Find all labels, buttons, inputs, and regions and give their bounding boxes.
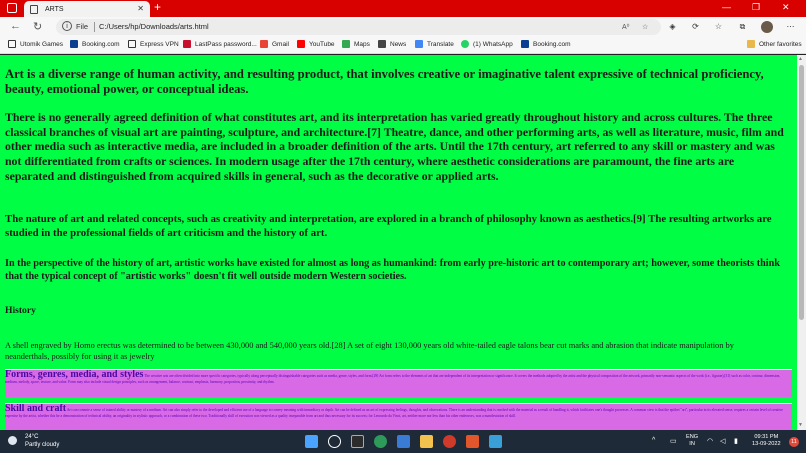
forms-section: [5, 369, 792, 397]
file-explorer-icon[interactable]: [420, 435, 433, 448]
page-scrollbar[interactable]: [797, 55, 806, 430]
bookmark-news[interactable]: News: [378, 40, 406, 48]
forms-heading: Forms, genres, media, and styles: [5, 369, 144, 380]
close-tab-icon[interactable]: ✕: [137, 4, 144, 13]
info-icon[interactable]: i: [62, 21, 72, 31]
utomik-icon: [8, 40, 16, 48]
back-icon[interactable]: ←: [10, 20, 21, 32]
bookmark-expressvpn[interactable]: Express VPN: [128, 40, 179, 48]
refresh-icon[interactable]: ↻: [33, 21, 43, 33]
news-icon: [378, 40, 386, 48]
start-icon[interactable]: [305, 435, 318, 448]
tab-arts[interactable]: [24, 1, 150, 17]
task-view-icon[interactable]: [351, 435, 364, 448]
address-url[interactable]: C:/Users/hp/Downloads/arts.html: [99, 22, 209, 31]
shell-paragraph: A shell engraved by Homo erectus was determined to be between 430,000 and 540,000 years old.[28] A set of eight 130,000 years old white-tailed eagle talons bear cut marks and abrasion that indicate manipulation by neanderthals, possibly for using it as jewelry: [5, 341, 734, 361]
skill-heading: Skill and craft: [5, 403, 67, 414]
cloud-icon: [8, 436, 17, 445]
volume-icon[interactable]: ◁: [720, 438, 726, 445]
page-viewport: [0, 55, 797, 430]
bookmark-booking[interactable]: Booking.com: [70, 40, 120, 48]
language-indicator[interactable]: ENG IN: [686, 434, 699, 447]
bookmark-translate[interactable]: Translate: [415, 40, 454, 48]
more-menu-icon[interactable]: ⋯: [786, 22, 795, 31]
wifi-icon[interactable]: ◠: [707, 438, 714, 445]
browser-toolbar: [0, 17, 806, 37]
search-icon[interactable]: [328, 435, 341, 448]
intro-paragraph: Art is a diverse range of human activity, and resulting product, that involves creative or imaginative talent expressive of technical proficiency, beauty, emotional power, or conceptual ideas.: [5, 67, 764, 96]
office-icon[interactable]: [466, 435, 479, 448]
bookmarks-bar: [0, 37, 806, 54]
new-tab-button[interactable]: +: [154, 0, 162, 14]
bookmark-youtube[interactable]: YouTube: [297, 40, 335, 48]
bookmark-whatsapp[interactable]: (1) WhatsApp: [461, 40, 513, 48]
page-icon: [30, 5, 38, 14]
tray-chevron-icon[interactable]: ^: [652, 437, 656, 444]
bookmark-utomik[interactable]: Utomik Games: [8, 40, 63, 48]
bookmark-maps[interactable]: Maps: [342, 40, 370, 48]
extensions-icon[interactable]: ◈: [669, 22, 676, 31]
edge-icon[interactable]: [374, 435, 387, 448]
history-perspective-paragraph: In the perspective of the history of art, artistic works have existed for almost as long as humankind: from early pre-historic art to contemporary art; however, some theorists think that the typical concept of "artistic works" doesn't fit well outside modern Western societies.: [5, 258, 780, 282]
favorite-star-icon[interactable]: ☆: [642, 24, 649, 31]
favorites-icon[interactable]: ☆: [714, 22, 723, 31]
whatsapp-icon: [461, 40, 469, 48]
scroll-up-icon[interactable]: ▲: [798, 56, 803, 62]
maximize-icon[interactable]: ❐: [752, 2, 761, 12]
youtube-icon: [297, 40, 305, 48]
history-heading: History: [5, 305, 36, 316]
scroll-down-icon[interactable]: ▼: [798, 422, 803, 428]
notification-badge[interactable]: 11: [789, 437, 799, 447]
aesthetics-paragraph: The nature of art and related concepts, such as creativity and interpretation, are explored in a branch of philosophy known as aesthetics.[9] The resulting artworks are studied in the professional fields of art criticism and the history of art.: [5, 213, 772, 239]
refresh-extension-icon[interactable]: ⟳: [692, 22, 699, 31]
scrollbar-thumb[interactable]: [799, 65, 804, 320]
forms-text: The creative arts are often divided into more specific categories, typically along perceptually distinguishable categories such as media, genre, styles, and form.[29] Art form refers to the elements of art that are independent of its interpretation or significance. It covers the methods adopted by the artist and the physical composition of the artwork, primarily non-semantic aspects of the work (i.e., figurae),[31] such as color, contour, dimension, medium, melody, space, texture, and value. Form may also include visual design principles, such as arrangement, balance, contrast, emphasis, harmony, proportion, proximity, and rhythm.: [5, 374, 781, 384]
definition-paragraph: There is no generally agreed definition of what constitutes art, and its interpretation has varied greatly throughout history and across cultures. The three classical branches of visual art are painting, sculpture, and architecture.[7] Theatre, dance, and other performing arts, as well as literature, music, film and other media such as interactive media, are included in a broader definition of the arts. Until the 17th century, art referred to any skill or mastery and was not differentiated from crafts or sciences. In modern usage after the 17th century, where aesthetic considerations are paramount, the fine arts are separated and distinguished from acquired skills in general, such as the decorative or applied arts.: [5, 110, 784, 183]
skill-text: Art can connote a sense of trained ability or mastery of a medium. Art can also simply refer to the developed and efficient use of a language to convey meaning with immediacy or depth. Art can be defined as an act of expressing feelings, thoughts, and observations. There is an understanding that is reached with the material as a result of handling it, which facilitates one's thought processes. A common view is that the epithet "art", particular in its elevated sense, requires a certain level of creative expertise by the artist, whether this be a demonstration of technical ability, an originality in stylistic approach, or a combination of these two. Traditionally skill of execution was viewed as a quality inseparable from art and thus necessary for its success; for Leonardo da Vinci, art, neither more nor less than his other endeavors, was a manifestation of skill.: [5, 408, 783, 418]
bookmark-lastpass[interactable]: LastPass password...: [183, 40, 257, 48]
close-window-icon[interactable]: ✕: [782, 2, 790, 12]
folder-icon: [747, 40, 755, 48]
booking-icon: [521, 40, 529, 48]
tab-strip: [0, 0, 806, 17]
notepad-icon[interactable]: [489, 435, 502, 448]
collections-icon[interactable]: ⧉: [739, 22, 746, 31]
profile-avatar[interactable]: [761, 21, 773, 33]
windows-taskbar: [0, 430, 806, 453]
workspaces-icon[interactable]: [7, 3, 17, 13]
lastpass-icon: [183, 40, 191, 48]
weather-status: Partly cloudy: [25, 442, 60, 448]
bookmark-booking-2[interactable]: Booking.com: [521, 40, 571, 48]
address-bar[interactable]: [56, 19, 661, 35]
gmail-icon: [260, 40, 268, 48]
booking-icon: [70, 40, 78, 48]
bookmark-gmail[interactable]: Gmail: [260, 40, 289, 48]
battery-icon[interactable]: ▮: [734, 438, 738, 445]
mail-icon[interactable]: [397, 435, 410, 448]
maps-icon: [342, 40, 350, 48]
address-scheme: File: [76, 22, 89, 31]
address-separator: [94, 22, 95, 32]
minimize-icon[interactable]: —: [722, 2, 731, 12]
tab-title: ARTS: [45, 5, 64, 13]
translate-icon: [415, 40, 423, 48]
other-favorites[interactable]: Other favorites: [747, 40, 802, 48]
expressvpn-icon: [128, 40, 136, 48]
browser-app-icon[interactable]: [443, 435, 456, 448]
skill-section: [5, 403, 792, 430]
system-clock[interactable]: 09:31 PM 13-09-2022: [752, 434, 781, 447]
temperature: 24°C: [25, 434, 39, 440]
network-drive-icon[interactable]: ▭: [670, 438, 677, 445]
read-aloud-icon[interactable]: A⁰: [622, 24, 630, 31]
